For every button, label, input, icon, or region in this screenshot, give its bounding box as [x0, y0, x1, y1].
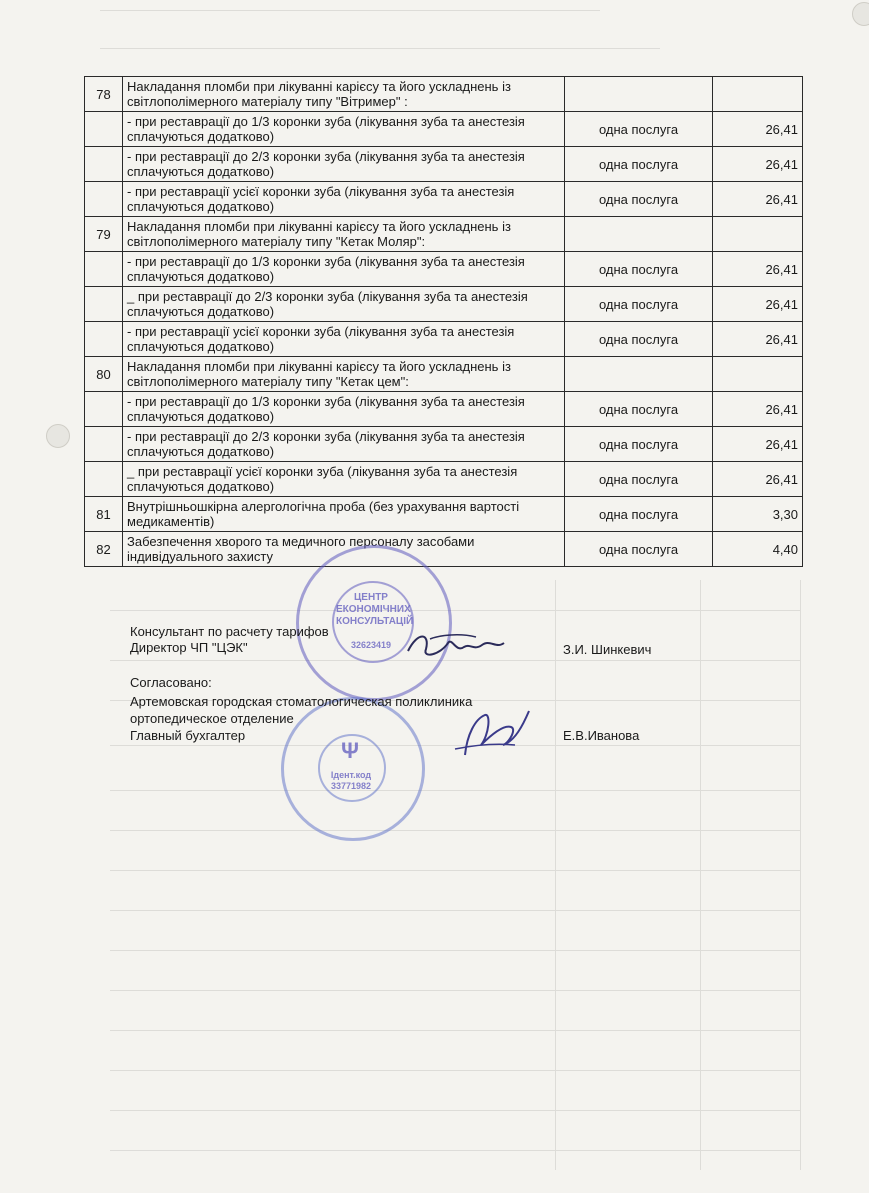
service-description: - при реставрації до 1/3 коронки зуба (лікування зуба та анестезія сплачуються додатково): [123, 392, 565, 427]
unit-of-service: одна послуга: [565, 322, 713, 357]
service-description: - при реставрації усієї коронки зуба (лікування зуба та анестезія сплачуються додатково): [123, 322, 565, 357]
service-description: - при реставрації до 2/3 коронки зуба (лікування зуба та анестезія сплачуються додатково): [123, 147, 565, 182]
row-number: 79: [85, 217, 123, 252]
service-price: 26,41: [713, 287, 803, 322]
table-row: [85, 182, 803, 217]
service-price: [713, 77, 803, 112]
table-row: [85, 392, 803, 427]
service-price: 26,41: [713, 322, 803, 357]
service-description: Накладання пломби при лікуванні карієсу та його ускладнень із світлополімерного матеріалу типу "Кетак Моляр":: [123, 217, 565, 252]
accountant-name: Е.В.Иванова: [563, 728, 640, 743]
row-number: [85, 112, 123, 147]
service-description: _ при реставрації до 2/3 коронки зуба (лікування зуба та анестезія сплачуються додатково): [123, 287, 565, 322]
row-number: [85, 287, 123, 322]
table-row: [85, 217, 803, 252]
service-price: 26,41: [713, 112, 803, 147]
unit-of-service: одна послуга: [565, 497, 713, 532]
row-number: [85, 182, 123, 217]
unit-of-service: одна послуга: [565, 462, 713, 497]
unit-of-service: [565, 357, 713, 392]
row-number: 81: [85, 497, 123, 532]
unit-of-service: одна послуга: [565, 182, 713, 217]
row-number: 82: [85, 532, 123, 567]
service-description: Накладання пломби при лікуванні карієсу та його ускладнень із світлополімерного матеріалу типу "Вітример" :: [123, 77, 565, 112]
agreed-label: Согласовано:: [130, 675, 212, 690]
table-row: [85, 147, 803, 182]
row-number: [85, 392, 123, 427]
row-number: [85, 462, 123, 497]
table-row: [85, 462, 803, 497]
unit-of-service: одна послуга: [565, 287, 713, 322]
service-description: - при реставрації до 1/3 коронки зуба (лікування зуба та анестезія сплачуються додатково): [123, 112, 565, 147]
service-price: 26,41: [713, 427, 803, 462]
row-number: [85, 322, 123, 357]
unit-of-service: одна послуга: [565, 532, 713, 567]
unit-of-service: одна послуга: [565, 392, 713, 427]
unit-of-service: одна послуга: [565, 147, 713, 182]
service-description: _ при реставрації усієї коронки зуба (лікування зуба та анестезія сплачуються додатково): [123, 462, 565, 497]
table-row: [85, 322, 803, 357]
service-price: 26,41: [713, 182, 803, 217]
service-price: 26,41: [713, 147, 803, 182]
clinic-department: ортопедическое отделение: [130, 711, 294, 726]
clinic-name: Артемовская городская стоматологическая поликлиника: [130, 694, 473, 709]
service-description: Внутрішньошкірна алергологічна проба (без урахування вартості медикаментів): [123, 497, 565, 532]
table-row: [85, 112, 803, 147]
service-price: [713, 217, 803, 252]
row-number: 78: [85, 77, 123, 112]
service-description: Забезпечення хворого та медичного персоналу засобами індивідуального захисту: [123, 532, 565, 567]
service-price: 26,41: [713, 252, 803, 287]
company-stamp-center: ЦЕНТР ЕКОНОМІЧНИХ КОНСУЛЬТАЦІЙ: [336, 592, 414, 627]
table-row: [85, 252, 803, 287]
service-description: - при реставрації до 1/3 коронки зуба (лікування зуба та анестезія сплачуються додатково): [123, 252, 565, 287]
unit-of-service: одна послуга: [565, 112, 713, 147]
row-number: 80: [85, 357, 123, 392]
accountant-signature: [445, 705, 535, 765]
unit-of-service: [565, 77, 713, 112]
row-number: [85, 427, 123, 462]
service-description: Накладання пломби при лікуванні карієсу та його ускладнень із світлополімерного матеріалу типу "Кетак цем":: [123, 357, 565, 392]
service-price: 4,40: [713, 532, 803, 567]
table-row: [85, 427, 803, 462]
consultant-signature: [400, 625, 510, 665]
unit-of-service: [565, 217, 713, 252]
consultant-name: З.И. Шинкевич: [563, 642, 652, 657]
punch-hole: [852, 2, 869, 26]
unit-of-service: одна послуга: [565, 252, 713, 287]
table-row: [85, 77, 803, 112]
consultant-title: Консультант по расчету тарифов: [130, 624, 329, 639]
service-description: - при реставрації до 2/3 коронки зуба (лікування зуба та анестезія сплачуються додатково): [123, 427, 565, 462]
unit-of-service: одна послуга: [565, 427, 713, 462]
row-number: [85, 252, 123, 287]
table-row: [85, 287, 803, 322]
company-stamp-code: 32623419: [350, 640, 392, 650]
service-price: 26,41: [713, 462, 803, 497]
service-price: [713, 357, 803, 392]
accountant-title: Главный бухгалтер: [130, 728, 246, 743]
tariff-table: [84, 76, 803, 567]
table-row: [85, 357, 803, 392]
trident-icon: Ψ: [341, 738, 359, 763]
row-number: [85, 147, 123, 182]
consultant-role: Директор ЧП "ЦЭК": [130, 640, 248, 655]
punch-hole: [46, 424, 70, 448]
clinic-stamp-code: Ідент.код 33771982: [330, 770, 372, 791]
service-description: - при реставрації усієї коронки зуба (лікування зуба та анестезія сплачуються додатково): [123, 182, 565, 217]
service-price: 3,30: [713, 497, 803, 532]
table-row: [85, 497, 803, 532]
service-price: 26,41: [713, 392, 803, 427]
table-row: [85, 532, 803, 567]
